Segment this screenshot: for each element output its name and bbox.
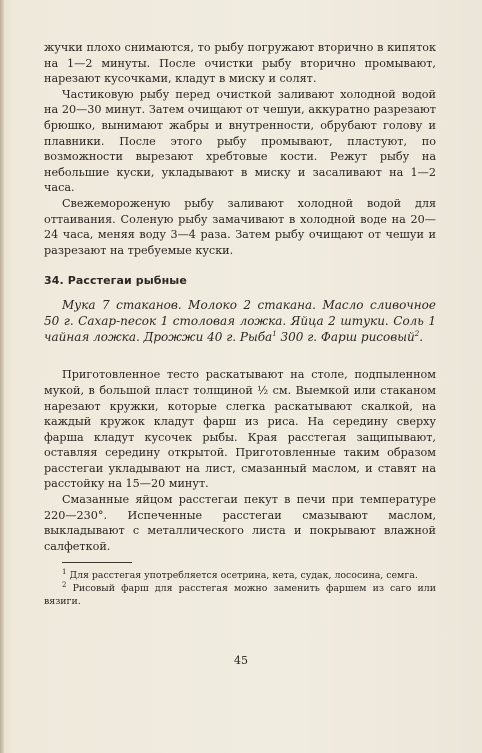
footnote-mark-2: 2	[62, 580, 67, 589]
footnote-text-1: Для расстегая употребляется осетрина, кета, судак, лососина, семга.	[66, 570, 418, 582]
page-content	[44, 40, 436, 608]
footnote-2	[44, 580, 436, 608]
recipe-ingredients	[44, 297, 436, 345]
page-number: 45	[234, 654, 248, 667]
footnote-1	[44, 570, 436, 583]
ingredients-text-end: .	[419, 330, 424, 345]
paragraph-frozen-fish: Свежемороженую рыбу заливают холодной водой для оттаивания. Соленую рыбу замачивают в холодной воде на 20—24 часа, меняя воду 3—4 раза. Затем рыбу очищают от чешуи и разрезают на требуемые куски.	[44, 196, 436, 257]
footnote-text-2: Рисовый фарш для расстегая можно заменить фаршем из саго или вязиги.	[44, 583, 436, 607]
ingredients-text: Мука 7 стаканов. Молоко 2 стакана. Масло сливочное 50 г. Сахар-песок 1 столовая ложка. Яйца 2 штуки. Соль 1 чайная ложка. Дрожжи 40 г. Рыба	[44, 298, 436, 345]
recipe-heading: 34. Расстегаи рыбные	[44, 274, 187, 288]
footnote-mark-1: 1	[62, 568, 67, 577]
paragraph-baking: Смазанные яйцом расстегаи пекут в печи при температуре 220—230°. Испеченные расстегаи смазывают маслом, выкладывают с металлического листа и покрывают влажной салфеткой.	[44, 493, 436, 553]
page-spine-shadow	[0, 0, 4, 753]
footnote-ref-1: 1	[272, 330, 277, 339]
ingredients-text-tail: 300 г. Фарш рисовый	[276, 330, 415, 345]
footnote-separator	[62, 562, 132, 563]
footnote-ref-2: 2	[414, 330, 420, 339]
paragraph-dough-preparation: Приготовленное тесто раскатывают на столе, подпыленном мукой, в большой пласт толщиной ½ см. Выемкой или стаканом нарезают кружки, которые слегка раскатывают скалкой, на каждый кружок кладут фарш из риса. На середину сверху фарша кладут кусочек рыбы. Края расстегая защипывают, оставляя середину открытой. Приготовленные таким образом расстегаи укладывают на лист, смазанный маслом, и ставят на расстойку на 15—20 минут.	[44, 368, 436, 491]
paragraph-continuation: жучки плохо снимаются, то рыбу погружают вторично в кипяток на 1—2 минуты. После очистки рыбу вторично промывают, нарезают кусочками, кладут в миску и солят.	[44, 41, 436, 86]
paragraph-river-fish: Частиковую рыбу перед очисткой заливают холодной водой на 20—30 минут. Затем очищают от чешуи, аккуратно разрезают брюшко, вынимают жабры и внутренности, обрубают голову и плавники. После этого рыбу промывают, пластуют, по возможности вырезают хребтовые кости. Режут рыбу на небольшие куски, укладывают в миску и засаливают на 1—2 часа.	[44, 87, 436, 195]
